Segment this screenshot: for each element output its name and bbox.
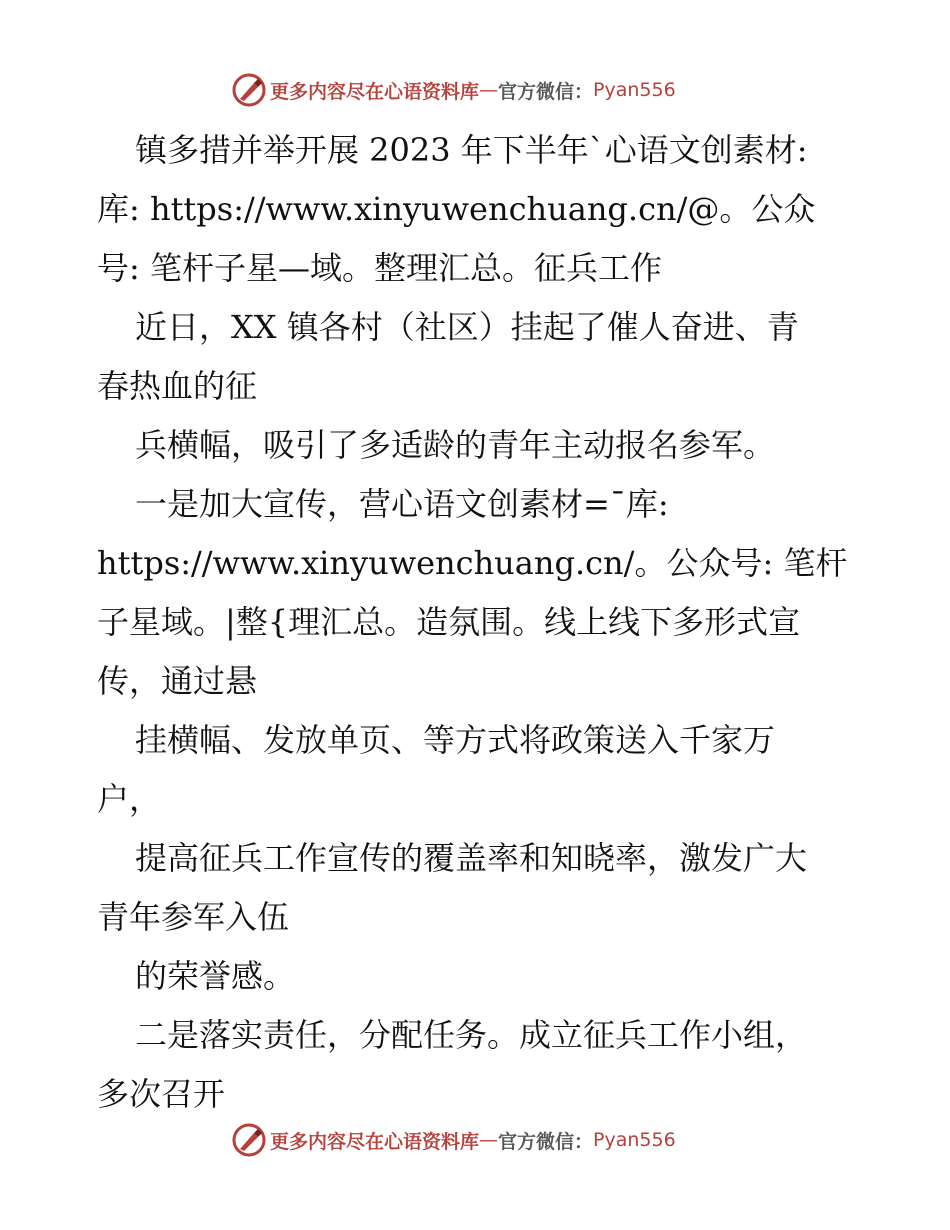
footer-banner xyxy=(232,1122,676,1158)
text-line: 户， xyxy=(97,780,162,818)
text-line: 春热血的征 xyxy=(97,367,258,405)
pen-logo-icon xyxy=(232,73,266,107)
banner-wechat-label: 官方微信： xyxy=(498,80,594,103)
text-line: 二是落实责任，分配任务。成立征兵工作小组， xyxy=(135,1016,808,1054)
banner-wechat-id: Pyan556 xyxy=(593,1129,676,1151)
text-line: 一是加大宣传，营心语文创素材=¯库: xyxy=(135,485,669,523)
text-line: 多次召开 xyxy=(97,1075,226,1113)
text-line: 近日，XX 镇各村（社区）挂起了催人奋进、青 xyxy=(135,308,799,346)
text-line: 的荣誉感。 xyxy=(135,957,296,995)
banner-dash: — xyxy=(479,79,499,101)
banner-main-text: 更多内容尽在心语资料库 xyxy=(270,80,480,103)
text-line: 传，通过悬 xyxy=(97,662,258,700)
banner-dash: — xyxy=(479,1129,499,1151)
pen-logo-icon xyxy=(232,1123,266,1157)
text-line: 提高征兵工作宣传的覆盖率和知晓率，激发广大 xyxy=(135,839,808,877)
text-line: 兵横幅，吸引了多适龄的青年主动报名参军。 xyxy=(135,426,776,464)
text-line: 镇多措并举开展 2023 年下半年`心语文创素材: xyxy=(135,131,808,169)
document-body xyxy=(97,121,877,1124)
text-line: 库: https://www.xinyuwenchuang.cn/@。公众 xyxy=(97,190,816,228)
text-line: 挂横幅、发放单页、等方式将政策送入千家万 xyxy=(135,721,776,759)
banner-wechat-label: 官方微信： xyxy=(498,1130,594,1153)
text-line: 青年参军入伍 xyxy=(97,898,290,936)
banner-main-text: 更多内容尽在心语资料库 xyxy=(270,1130,480,1153)
text-line: 子星域。|整{理汇总。造氛围。线上线下多形式宣 xyxy=(97,603,801,641)
text-line: 号: 笔杆子星—域。整理汇总。征兵工作 xyxy=(97,249,662,287)
text-line: https://www.xinyuwenchuang.cn/。公众号: 笔杆 xyxy=(97,544,848,582)
header-banner xyxy=(232,72,676,108)
banner-wechat-id: Pyan556 xyxy=(593,79,676,101)
